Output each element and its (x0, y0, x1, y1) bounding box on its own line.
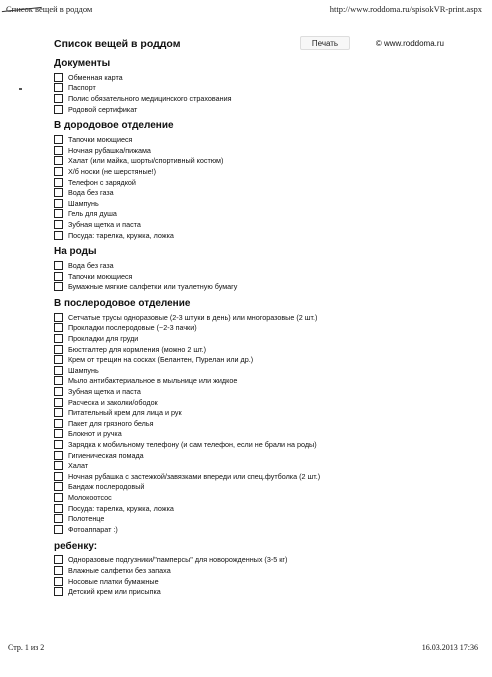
checkbox[interactable] (54, 451, 63, 460)
section (54, 298, 454, 534)
item-label: Сетчатые трусы одноразовые (2-3 штуки в день) или многоразовые (2 шт.) (68, 312, 318, 322)
checklist-item (54, 198, 454, 209)
checkbox[interactable] (54, 408, 63, 417)
checklist-item (54, 386, 454, 397)
checkbox[interactable] (54, 135, 63, 144)
item-label: Прокладки послеродовые (~2-3 пачки) (68, 323, 197, 333)
item-label: Зубная щетка и паста (68, 387, 141, 397)
checklist-item (54, 471, 454, 482)
page-title: Список вещей в роддом (54, 38, 181, 50)
item-label: Пакет для грязного белья (68, 418, 154, 428)
item-label: Мыло антибактериальное в мыльнице или жидкое (68, 376, 238, 386)
section-title: ребенку: (54, 540, 98, 552)
checkbox[interactable] (54, 440, 63, 449)
checkbox[interactable] (54, 472, 63, 481)
section-title: Документы (54, 58, 111, 69)
checkbox[interactable] (54, 398, 63, 407)
item-label: Вода без газа (68, 261, 114, 271)
checkbox[interactable] (54, 566, 63, 575)
checkbox[interactable] (54, 387, 63, 396)
checkbox[interactable] (54, 429, 63, 438)
checkbox[interactable] (54, 461, 63, 470)
checklist-item (54, 450, 454, 461)
checkbox[interactable] (54, 504, 63, 513)
checklist-item (54, 492, 454, 503)
copyright: © www.roddoma.ru (375, 39, 444, 48)
item-label: Бумажные мягкие салфетки или туалетную бумагу (68, 282, 238, 292)
checklist-item (54, 93, 454, 104)
checkbox[interactable] (54, 272, 63, 281)
checkbox[interactable] (54, 577, 63, 586)
checklist-item (54, 282, 454, 293)
item-label: Ночная рубашка с застежкой/завязками впереди или спец.футболка (2 шт.) (68, 471, 321, 481)
checkbox[interactable] (54, 209, 63, 218)
print-datetime: 16.03.2013 17:36 (421, 643, 478, 652)
checklist-item (54, 156, 454, 167)
item-label: Полис обязательного медицинского страхования (68, 93, 232, 103)
checklist-item (54, 376, 454, 387)
section (54, 246, 454, 292)
section-title: В дородовое отделение (54, 120, 174, 132)
item-label: Полотенце (68, 514, 105, 524)
item-label: Телефон с зарядкой (68, 177, 136, 187)
checklist-item (54, 260, 454, 271)
checkbox[interactable] (54, 83, 63, 92)
checklist-item (54, 209, 454, 220)
checkbox[interactable] (54, 261, 63, 270)
print-header-title: Список вещей в роддом (6, 4, 93, 14)
checklist-item (54, 513, 454, 524)
checklist-item (54, 83, 454, 94)
checklist-item (54, 439, 454, 450)
checklist-item (54, 460, 454, 471)
checklist-item (54, 134, 454, 145)
checkbox[interactable] (54, 514, 63, 523)
checkbox[interactable] (54, 199, 63, 208)
checklist-item (54, 333, 454, 344)
item-label: Влажные салфетки без запаха (68, 565, 171, 575)
checklist-item (54, 576, 454, 587)
checkbox[interactable] (54, 282, 63, 291)
checklist-item (54, 524, 454, 535)
checklist-item (54, 503, 454, 514)
checklist-item (54, 397, 454, 408)
checkbox[interactable] (54, 555, 63, 564)
item-label: Х/б носки (не шерстяные!) (68, 166, 157, 176)
item-label: Тапочки моющиеся (68, 135, 133, 145)
sections (54, 58, 454, 597)
checklist-item (54, 555, 454, 566)
checkbox[interactable] (54, 188, 63, 197)
section (54, 120, 454, 240)
checklist-item (54, 219, 454, 230)
checklist-item (54, 166, 454, 177)
item-label: Прокладки для груди (68, 334, 139, 344)
checklist-item (54, 429, 454, 440)
checkbox[interactable] (54, 366, 63, 375)
section-title: В послеродовое отделение (54, 298, 191, 310)
item-label: Посуда: тарелка, кружка, ложка (68, 230, 174, 240)
item-label: Вода без газа (68, 188, 114, 198)
item-label: Расческа и заколки/ободок (68, 397, 158, 407)
item-label: Халат (или майка, шорты/спортивный костюм) (68, 156, 224, 166)
item-label: Зарядка к мобильному телефону (и сам телефон, если не брали на роды) (68, 440, 317, 450)
checklist-item (54, 354, 454, 365)
checklist-item (54, 365, 454, 376)
page-number: Стр. 1 из 2 (8, 643, 45, 652)
checkbox[interactable] (54, 323, 63, 332)
checklist-item (54, 145, 454, 156)
print-header (6, 4, 482, 18)
checkbox[interactable] (54, 482, 63, 491)
checkbox[interactable] (54, 419, 63, 428)
checklist-item (54, 104, 454, 115)
checkbox[interactable] (54, 73, 63, 82)
print-header-url: http://www.roddoma.ru/spisokVR-print.aspx (329, 4, 482, 14)
checkbox[interactable] (54, 376, 63, 385)
checkbox[interactable] (54, 313, 63, 322)
item-label: Бандаж послеродовый (68, 482, 145, 492)
item-label: Блокнот и ручка (68, 429, 122, 439)
checkbox[interactable] (54, 355, 63, 364)
checklist-item (54, 72, 454, 83)
checkbox[interactable] (54, 167, 63, 176)
checkbox[interactable] (54, 105, 63, 114)
checklist-item (54, 565, 454, 576)
item-label: Зубная щетка и паста (68, 219, 141, 229)
item-label: Посуда: тарелка, кружка, ложка (68, 503, 174, 513)
item-label: Молокоотсос (68, 492, 112, 502)
item-label: Обменная карта (68, 72, 123, 82)
checkbox[interactable] (54, 220, 63, 229)
checklist-item (54, 187, 454, 198)
checklist-item (54, 586, 454, 597)
checklist-item (54, 482, 454, 493)
item-label: Шампунь (68, 198, 99, 208)
item-label: Паспорт (68, 83, 96, 93)
item-label: Тапочки моющиеся (68, 271, 133, 281)
checklist-item (54, 271, 454, 282)
checkbox[interactable] (54, 231, 63, 240)
section-title: На роды (54, 246, 97, 258)
print-footer (8, 643, 478, 655)
stray-mark (19, 88, 22, 90)
print-button[interactable]: Печать (300, 36, 350, 50)
checklist-item (54, 177, 454, 188)
checkbox[interactable] (54, 334, 63, 343)
checkbox[interactable] (54, 525, 63, 534)
item-label: Родовой сертификат (68, 104, 138, 114)
checklist-item (54, 418, 454, 429)
checklist-item (54, 344, 454, 355)
item-label: Детский крем или присыпка (68, 587, 161, 597)
checkbox[interactable] (54, 178, 63, 187)
checklist-page (54, 34, 454, 603)
section (54, 541, 454, 597)
checkbox[interactable] (54, 345, 63, 354)
item-label: Бюстгалтер для кормления (можно 2 шт.) (68, 344, 207, 354)
section (54, 58, 454, 114)
checklist-item (54, 312, 454, 323)
checkbox[interactable] (54, 94, 63, 103)
checklist-item (54, 230, 454, 241)
item-label: Халат (68, 461, 89, 471)
checkbox[interactable] (54, 493, 63, 502)
item-label: Гигиеническая помада (68, 450, 144, 460)
item-label: Фотоаппарат :) (68, 524, 118, 534)
item-label: Питательный крем для лица и рук (68, 408, 182, 418)
checklist-item (54, 323, 454, 334)
item-label: Ночная рубашка/пижама (68, 145, 151, 155)
checkbox[interactable] (54, 156, 63, 165)
item-label: Носовые платки бумажные (68, 576, 159, 586)
item-label: Одноразовые подгузники/"памперсы" для новорожденных (3-5 кг) (68, 555, 288, 565)
checkbox[interactable] (54, 146, 63, 155)
item-label: Крем от трещин на сосках (Белантен, Пурелан или др.) (68, 355, 254, 365)
checkbox[interactable] (54, 587, 63, 596)
title-row (54, 34, 454, 52)
item-label: Шампунь (68, 365, 99, 375)
checklist-item (54, 407, 454, 418)
item-label: Гель для душа (68, 209, 117, 219)
